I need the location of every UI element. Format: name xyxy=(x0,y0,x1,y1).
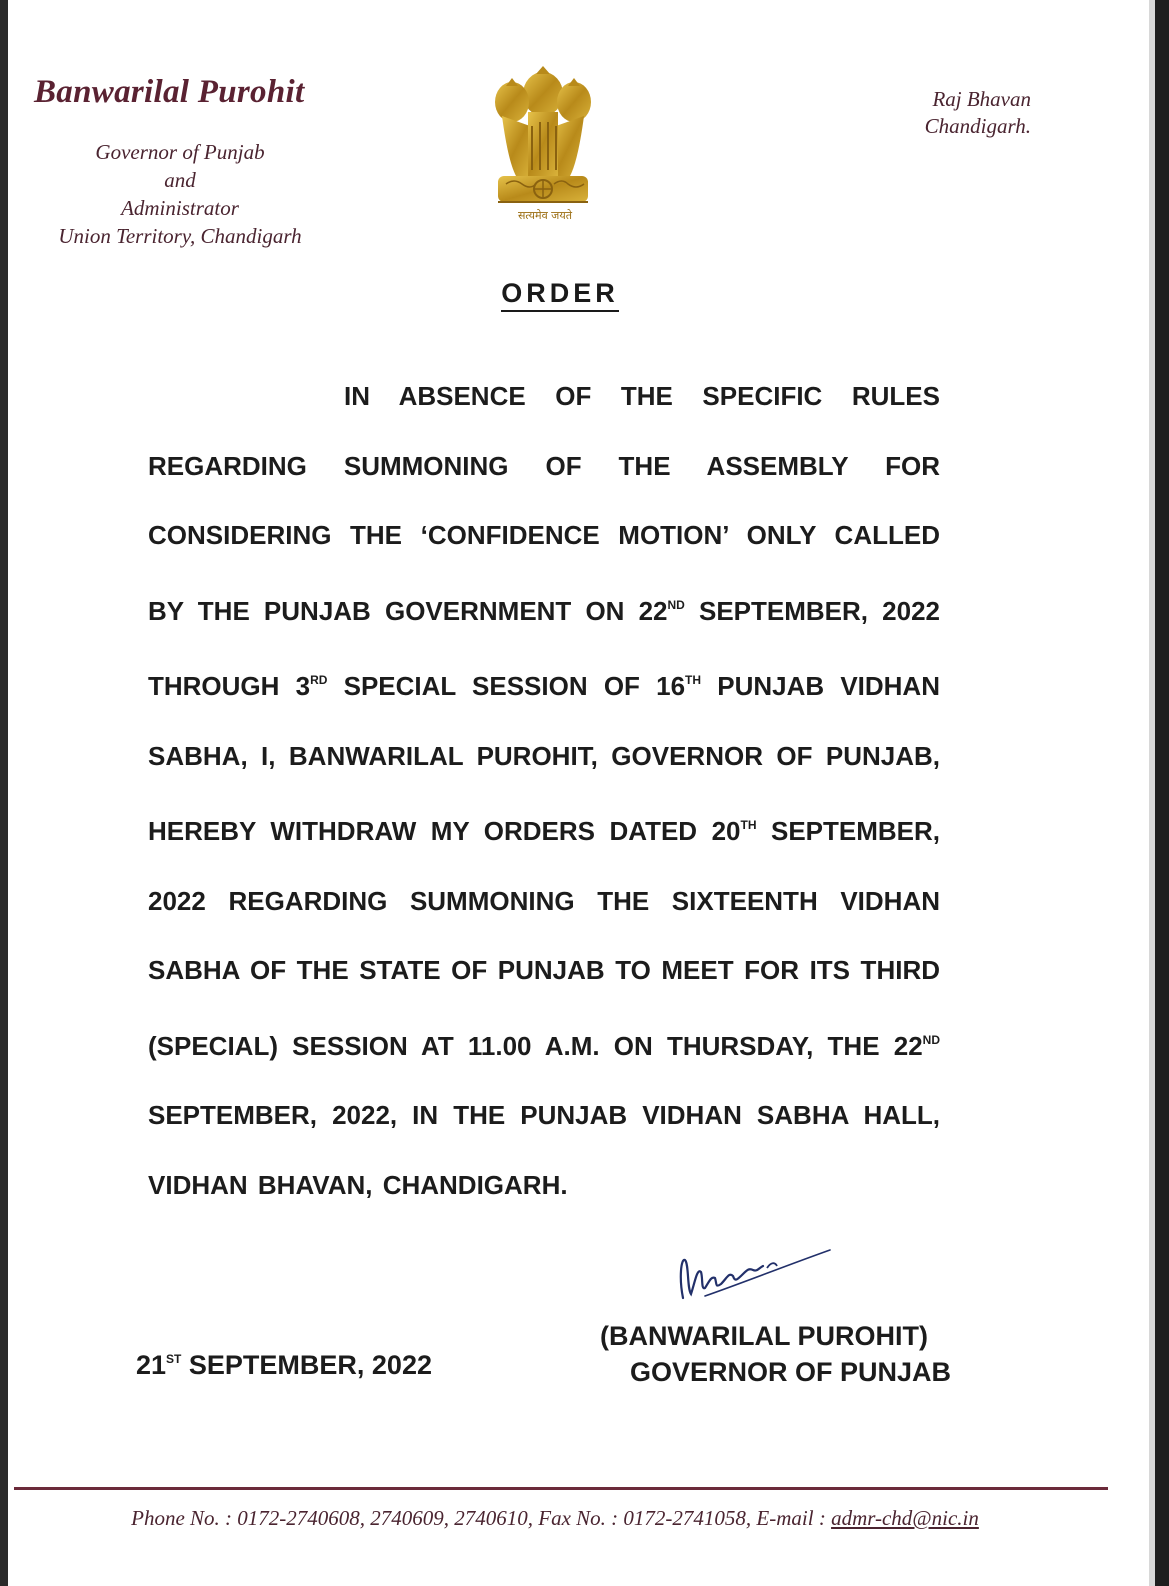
footer-rule xyxy=(14,1487,1108,1490)
signature-mark xyxy=(675,1238,840,1313)
ordinal-suffix: RD xyxy=(310,673,328,687)
sender-title-line: Governor of Punjab xyxy=(95,140,265,164)
email-link[interactable]: admr-chd@nic.in xyxy=(831,1506,979,1530)
order-heading xyxy=(0,278,1120,309)
emblem-motto: सत्यमेव जयते xyxy=(517,209,572,222)
scan-edge-left xyxy=(0,0,8,1586)
sender-address xyxy=(925,86,1031,140)
order-text-segment: SEPTEMBER, 2022 REGARDING SUMMONING THE SIXTEENTH VIDHAN SABHA OF THE STATE OF PUNJAB TO MEET FOR ITS THIRD (SPECIAL) SESSION AT 11.00 A.M. ON THURSDAY, THE 22 xyxy=(148,816,940,1061)
scan-edge-right xyxy=(1155,0,1169,1586)
ordinal-suffix: TH xyxy=(685,673,702,687)
sender-title-line: Union Territory, Chandigarh xyxy=(58,224,302,248)
state-emblem-icon xyxy=(488,66,598,228)
date-suffix: ST xyxy=(166,1352,182,1366)
footer-contact xyxy=(0,1506,1110,1531)
order-text-segment: SPECIAL SESSION OF 16 xyxy=(327,671,686,701)
date-rest: SEPTEMBER, 2022 xyxy=(181,1350,432,1380)
address-line: Chandigarh. xyxy=(924,114,1031,138)
order-text-segment: PUNJAB VIDHAN SABHA, I, BANWARILAL PUROHIT, GOVERNOR OF PUNJAB, HEREBY WITHDRAW MY ORDERS DATED 20 xyxy=(148,671,940,846)
ordinal-suffix: ND xyxy=(922,1032,940,1047)
order-heading-text: ORDER xyxy=(501,278,619,312)
order-text-segment: IN ABSENCE OF THE SPECIFIC RULES REGARDING SUMMONING OF THE ASSEMBLY FOR CONSIDERING THE ‘CONFIDENCE MOTION’ ONLY CALLED BY THE PUNJAB GOVERNMENT ON 22 xyxy=(148,381,940,626)
address-line: Raj Bhavan xyxy=(932,87,1031,111)
ordinal-suffix: ND xyxy=(667,597,685,612)
sender-name: Banwarilal Purohit xyxy=(34,74,305,110)
sender-title-line: and xyxy=(164,168,196,192)
order-text-segment: SEPTEMBER, 2022 THROUGH 3 xyxy=(148,595,941,701)
signatory-name: (BANWARILAL PUROHIT) xyxy=(600,1321,928,1351)
ordinal-suffix: TH xyxy=(740,818,757,832)
date-day: 21 xyxy=(136,1350,167,1380)
sender-titles xyxy=(30,138,330,250)
order-date xyxy=(136,1350,432,1381)
order-text-segment: SEPTEMBER, 2022, IN THE PUNJAB VIDHAN SABHA HALL, VIDHAN BHAVAN, CHANDIGARH. xyxy=(148,1100,940,1200)
signatory-title: GOVERNOR OF PUNJAB xyxy=(630,1357,952,1387)
footer-contact-text: Phone No. : 0172-2740608, 2740609, 2740610, Fax No. : 0172-2741058, E-mail : xyxy=(131,1506,832,1530)
sender-title-line: Administrator xyxy=(121,196,239,220)
order-body xyxy=(148,362,940,1220)
